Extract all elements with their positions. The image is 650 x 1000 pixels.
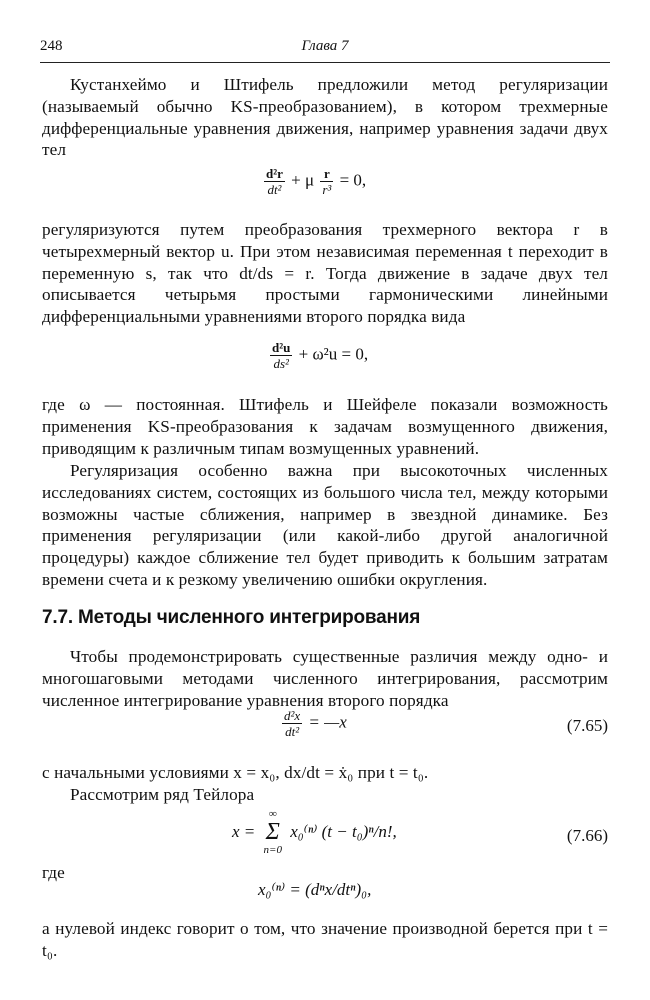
sigma-sign: Σ	[265, 819, 280, 845]
paragraph-text: Регуляризация особенно важна при высокоточных численных исследованиях систем, состоящих из большого числа тел, между которыми возможны частые сближения, например в звездной динамике. Без применения регуляризации (или какой-либо другой аналогичной процедуры) каждое сближение тел будет приводить к большим затратам времени счета и к резкому увеличению ошибки округления.	[42, 461, 608, 589]
sum-body: x₀⁽ⁿ⁾ (t − t₀)ⁿ/n!,	[290, 822, 397, 841]
paragraph-zero-index	[42, 918, 608, 962]
paragraph-text: регуляризуются путем преобразования трехмерного вектора r в четырехмерный вектор u. При этом независимая переменная t переходит в переменную s, так что dt/ds = r. Тогда движение в задаче двух тел описывается четырьмя простыми гармоническими линейными дифференциальными уравнениями второго порядка вида	[42, 220, 608, 327]
numerator: r	[320, 166, 333, 182]
page-number: 248	[40, 38, 63, 54]
paragraph-regularization-importance	[42, 460, 608, 591]
equation-number: (7.65)	[566, 716, 608, 735]
fraction-r-r3	[320, 166, 333, 197]
paragraph-text: а нулевой индекс говорит о том, что значение производной берется при t = t₀.	[42, 919, 608, 960]
numerator: d²r	[266, 166, 283, 181]
sum-symbol	[264, 808, 282, 856]
header-rule	[40, 62, 610, 63]
paragraph-text: где	[42, 863, 65, 882]
equation-text: x₀⁽ⁿ⁾ = (dⁿx/dtⁿ)₀,	[258, 880, 372, 899]
paragraph-text: с начальными условиями x = x₀, dx/dt = ẋ₀ при t = t₀.	[42, 763, 429, 782]
denominator: dt²	[267, 182, 282, 197]
paragraph-taylor-series	[42, 784, 608, 806]
sum-lower-limit: n=0	[263, 844, 282, 856]
paragraph-ks-transformation	[42, 219, 608, 328]
sum-upper-limit: ∞	[268, 808, 277, 820]
paragraph-text: где ω — постоянная. Штифель и Шейфеле показали возможность применения KS-преобразования к задачам возмущенного движения, приводящим к различным типам возмущенных уравнений.	[42, 395, 608, 458]
paragraph-one-multi-step	[42, 646, 608, 711]
fraction-d2u-ds2	[270, 340, 292, 371]
fraction-d2x-dt2	[282, 708, 302, 739]
paragraph-stiefel-scheifele	[42, 394, 608, 459]
equation-number: (7.66)	[566, 826, 608, 845]
page-header	[40, 38, 610, 60]
numerator: d²u	[272, 340, 291, 355]
chapter-running-head: Глава 7	[301, 38, 349, 54]
equation-rhs: + ω²u = 0,	[298, 344, 369, 364]
paragraph-text: Кустанхеймо и Штифель предложили метод регуляризации (называемый обычно KS-преобразованием), в котором трехмерные дифференциальные уравнения движения, например уравнения задачи двух тел	[42, 75, 608, 160]
denominator: ds²	[273, 356, 289, 371]
paragraph-text: Рассмотрим ряд Тейлора	[70, 785, 255, 804]
equation-lhs: x =	[232, 822, 256, 841]
numerator: d²x	[284, 708, 301, 723]
denominator: dt²	[285, 724, 300, 739]
fraction-d2r-dt2	[264, 166, 285, 197]
denominator: r³	[322, 182, 332, 197]
paragraph-text: Чтобы продемонстрировать существенные различия между одно- и многошаговыми методами численного интегрирования, рассмотрим численное интегрирование уравнения второго порядка	[42, 647, 608, 710]
section-heading: 7.7. Методы численного интегрирования	[42, 607, 421, 628]
equation-rhs: = —x	[308, 712, 347, 732]
equation-rhs: = 0,	[339, 170, 367, 190]
paragraph-ks-intro	[42, 74, 608, 161]
paragraph-initial-conditions	[42, 762, 608, 784]
equation-operator: + μ	[291, 170, 315, 190]
